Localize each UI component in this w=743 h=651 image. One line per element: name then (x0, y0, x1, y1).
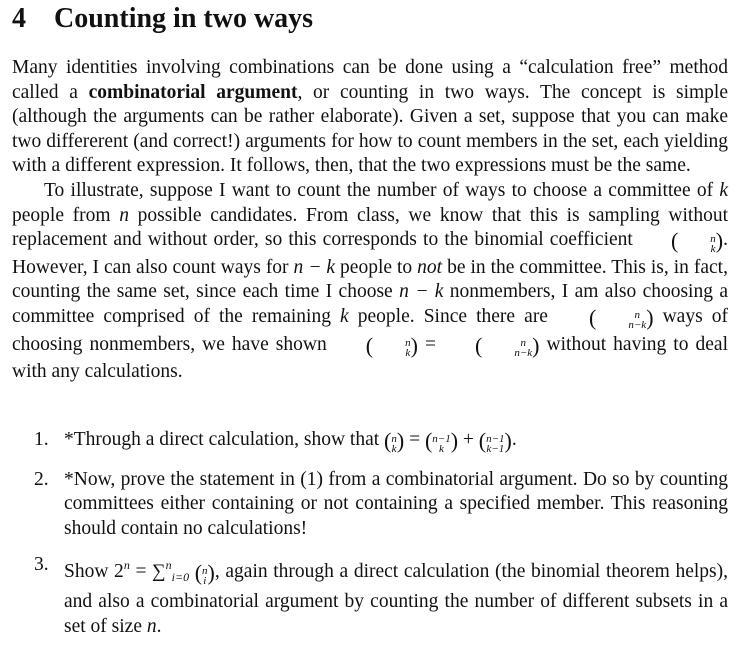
var-n: n (119, 204, 129, 226)
var-k: k (719, 179, 728, 201)
var-n-ex3: n (146, 615, 157, 637)
expr-n-minus-k-2: n − k (399, 281, 444, 303)
p2-text-4: . However, I can also count ways for (12, 229, 728, 278)
p2-text-9: ways of choosing nonmembers, we have shown (12, 305, 728, 355)
p2-text-8: people. Since there are (348, 305, 558, 327)
binom-n-k-ex1: ( n k ) (384, 428, 405, 455)
exercise-item (34, 553, 728, 639)
exercise-number: 3. (34, 554, 49, 576)
exercise-list (34, 428, 728, 651)
exponent-n: n (123, 558, 130, 573)
exercise-item (34, 468, 728, 542)
exercise-3-text-a: Show 2 (64, 561, 124, 583)
italic-not: not (417, 256, 443, 278)
binom-n1-k: ( n−1 k ) (424, 428, 459, 455)
binom-n-i: ( n i ) (194, 560, 215, 587)
exercise-2-text: *Now, prove the statement in (1) from a combinatorial argument. Do so by counting committees either containing or not containing a specified member. This reasoning should contain no calculations! (64, 468, 728, 539)
section-number: 4 (12, 3, 26, 34)
p2-text-7: nonmembers, I am also choosing a committee comprised of the remaining (12, 281, 728, 327)
exercise-item (34, 428, 728, 456)
exercise-1-text: *Through a direct calculation, show that (64, 429, 385, 450)
paragraph-1 (12, 56, 728, 179)
p2-text-1: To illustrate, suppose I want to count the number of ways to choose a committee of (44, 179, 720, 201)
equals-sign-ex1: = (404, 429, 425, 450)
p2-text-2: people from (12, 204, 120, 226)
p2-text-6: be in the committee. This is, in fact, counting the same set, since each time I choose (12, 256, 728, 303)
binom-n-k: ( n k ) (670, 228, 724, 255)
exercise-3-text-b: , again through a direct calculation (the binomial theorem helps), and also a combinatorial argument by counting the number of different subsets in a set of size (64, 561, 728, 637)
p2-text-10: without having to deal with any calculations. (12, 333, 728, 383)
p2-text-5: people to (335, 256, 418, 278)
exercise-number: 2. (34, 468, 49, 490)
p1-text-a: Many identities involving combinations can be done using a “calculation free” method called a (12, 57, 728, 103)
sum-lower: i=0 (171, 570, 190, 585)
p2-text-3: possible candidates. From class, we know that this is sampling without replacement and without order, so this corresponds to the binomial coefficient (12, 204, 728, 251)
plus-sign: + (458, 429, 479, 450)
p1-text-b: , or counting in two ways. The concept is simple (although the arguments can be rather elaborate). Given a set, suppose that you can make two differerent (and correct!) arguments for how to count members in the set, each yielding with a different expression. It follows, then, that the two expressions must be the same. (12, 81, 728, 177)
sigma-symbol: ∑ (152, 561, 166, 583)
body-text (12, 56, 728, 385)
var-k-2: k (340, 305, 349, 327)
expr-n-minus-k: n − k (293, 256, 336, 278)
sum-upper: n (165, 558, 172, 573)
binom-n-nk: ( n n−k ) (589, 304, 654, 332)
exercise-1-end: . (511, 429, 517, 450)
section-title: Counting in two ways (54, 3, 314, 34)
binom-n-nk-2: ( n n−k ) (475, 332, 540, 360)
p1-bold-term: combinatorial argument (88, 81, 298, 103)
equals-sign: = (417, 333, 444, 355)
binom-n-k-2: ( n k ) (365, 332, 418, 360)
binom-n1-k1: ( n−1 k−1 ) (478, 428, 512, 455)
exercise-number: 1. (34, 429, 49, 450)
paragraph-2 (12, 179, 728, 385)
exercise-3-end: . (156, 615, 162, 637)
equals-sign-ex3: = (129, 561, 153, 583)
section-heading (12, 2, 313, 36)
